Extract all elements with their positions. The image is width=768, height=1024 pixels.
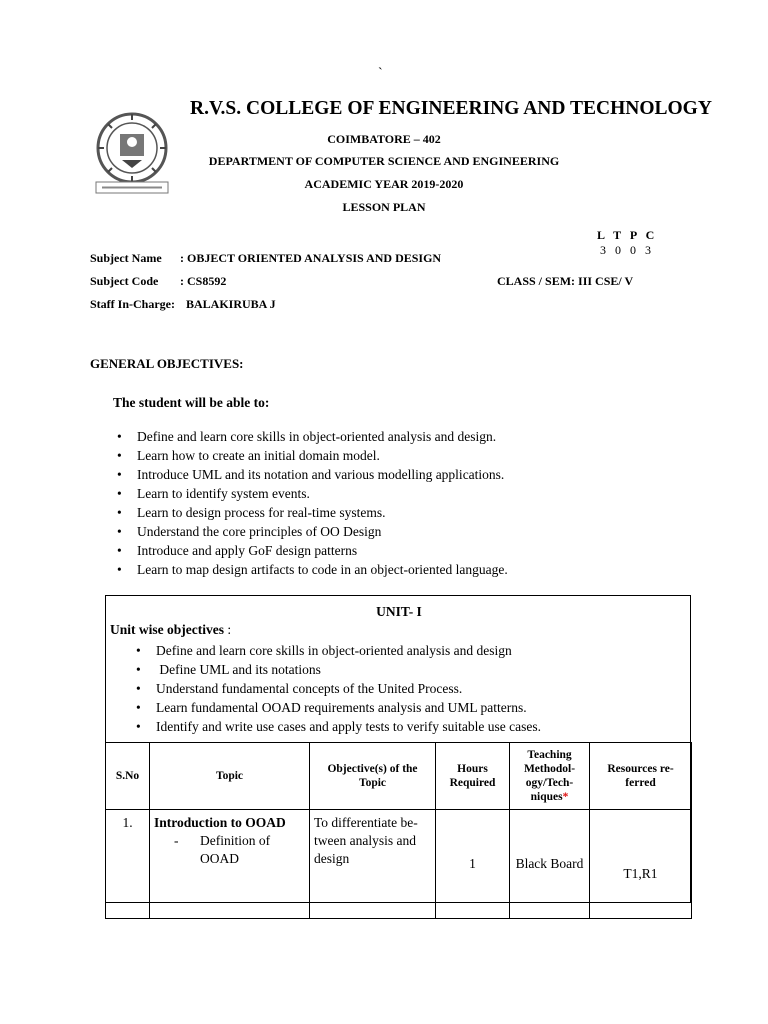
unit-section	[105, 595, 691, 903]
lesson-table	[105, 742, 692, 919]
unit-objectives-list	[132, 641, 541, 736]
header-methodology: Teaching Methodol-ogy/Tech-niques*	[510, 743, 590, 810]
list-item: • Learn to design process for real-time systems.	[113, 503, 508, 522]
general-objectives-list	[113, 427, 508, 579]
academic-year: ACADEMIC YEAR 2019-2020	[304, 177, 464, 191]
department-name: DEPARTMENT OF COMPUTER SCIENCE AND ENGINEERING	[208, 154, 560, 168]
list-item: • Understand the core principles of OO Design	[113, 522, 508, 541]
subject-code-value: : CS8592	[180, 274, 227, 288]
list-item: • Define and learn core skills in object-oriented analysis and design.	[113, 427, 508, 446]
cell-objective: To differentiate be-tween analysis and design	[310, 810, 436, 919]
staff-value: BALAKIRUBA J	[186, 297, 276, 311]
college-name: R.V.S. COLLEGE OF ENGINEERING AND TECHNOLOGY	[190, 98, 712, 119]
class-sem: CLASS / SEM: III CSE/ V	[497, 274, 634, 288]
list-item: • Learn to identify system events.	[113, 484, 508, 503]
list-item: • Learn to map design artifacts to code in an object-oriented language.	[113, 560, 508, 579]
staff-label: Staff In-Charge:	[90, 297, 175, 311]
list-item: • Identify and write use cases and apply tests to verify suitable use cases.	[132, 717, 541, 736]
table-header-row	[106, 743, 692, 810]
subject-code-label: Subject Code	[90, 274, 159, 288]
header-topic: Topic	[150, 743, 310, 810]
list-item: • Learn fundamental OOAD requirements analysis and UML patterns.	[132, 698, 541, 717]
general-objectives-heading: GENERAL OBJECTIVES:	[90, 356, 244, 371]
cell-hours: 1	[436, 810, 510, 919]
subject-name-label: Subject Name	[90, 251, 162, 265]
asterisk-mark: *	[562, 791, 569, 803]
list-item: • Define and learn core skills in object-oriented analysis and design	[132, 641, 541, 660]
list-item: • Learn how to create an initial domain model.	[113, 446, 508, 465]
cell-sno: 1.	[106, 810, 150, 919]
cell-methodology: Black Board	[510, 810, 590, 919]
cell-resources: T1,R1	[590, 810, 692, 919]
list-item: • Define UML and its notations	[132, 660, 541, 679]
header-hours: Hours Required	[436, 743, 510, 810]
college-location: COIMBATORE – 402	[327, 132, 441, 146]
objectives-intro: The student will be able to:	[113, 395, 270, 410]
topic-title: Introduction to OOAD	[154, 815, 286, 830]
header-objective: Objective(s) of the Topic	[310, 743, 436, 810]
list-item: • Introduce UML and its notation and various modelling applications.	[113, 465, 508, 484]
document-type: LESSON PLAN	[342, 200, 426, 214]
list-item: • Understand fundamental concepts of the United Process.	[132, 679, 541, 698]
table-row	[106, 810, 692, 919]
unit-title: UNIT- I	[376, 604, 422, 619]
header-resources: Resources re-ferred	[590, 743, 692, 810]
sub-topic: - Definition of OOAD	[174, 833, 271, 866]
ltpc-label: L T P C	[597, 228, 658, 242]
header-sno: S.No	[106, 743, 150, 810]
stray-mark: `	[378, 66, 383, 81]
unit-objectives-label: Unit wise objectives :	[110, 622, 232, 637]
cell-topic	[150, 810, 310, 919]
subject-name-value: : OBJECT ORIENTED ANALYSIS AND DESIGN	[180, 251, 442, 265]
list-item: • Introduce and apply GoF design patterns	[113, 541, 508, 560]
ltpc-values: 3 0 0 3	[600, 243, 654, 257]
